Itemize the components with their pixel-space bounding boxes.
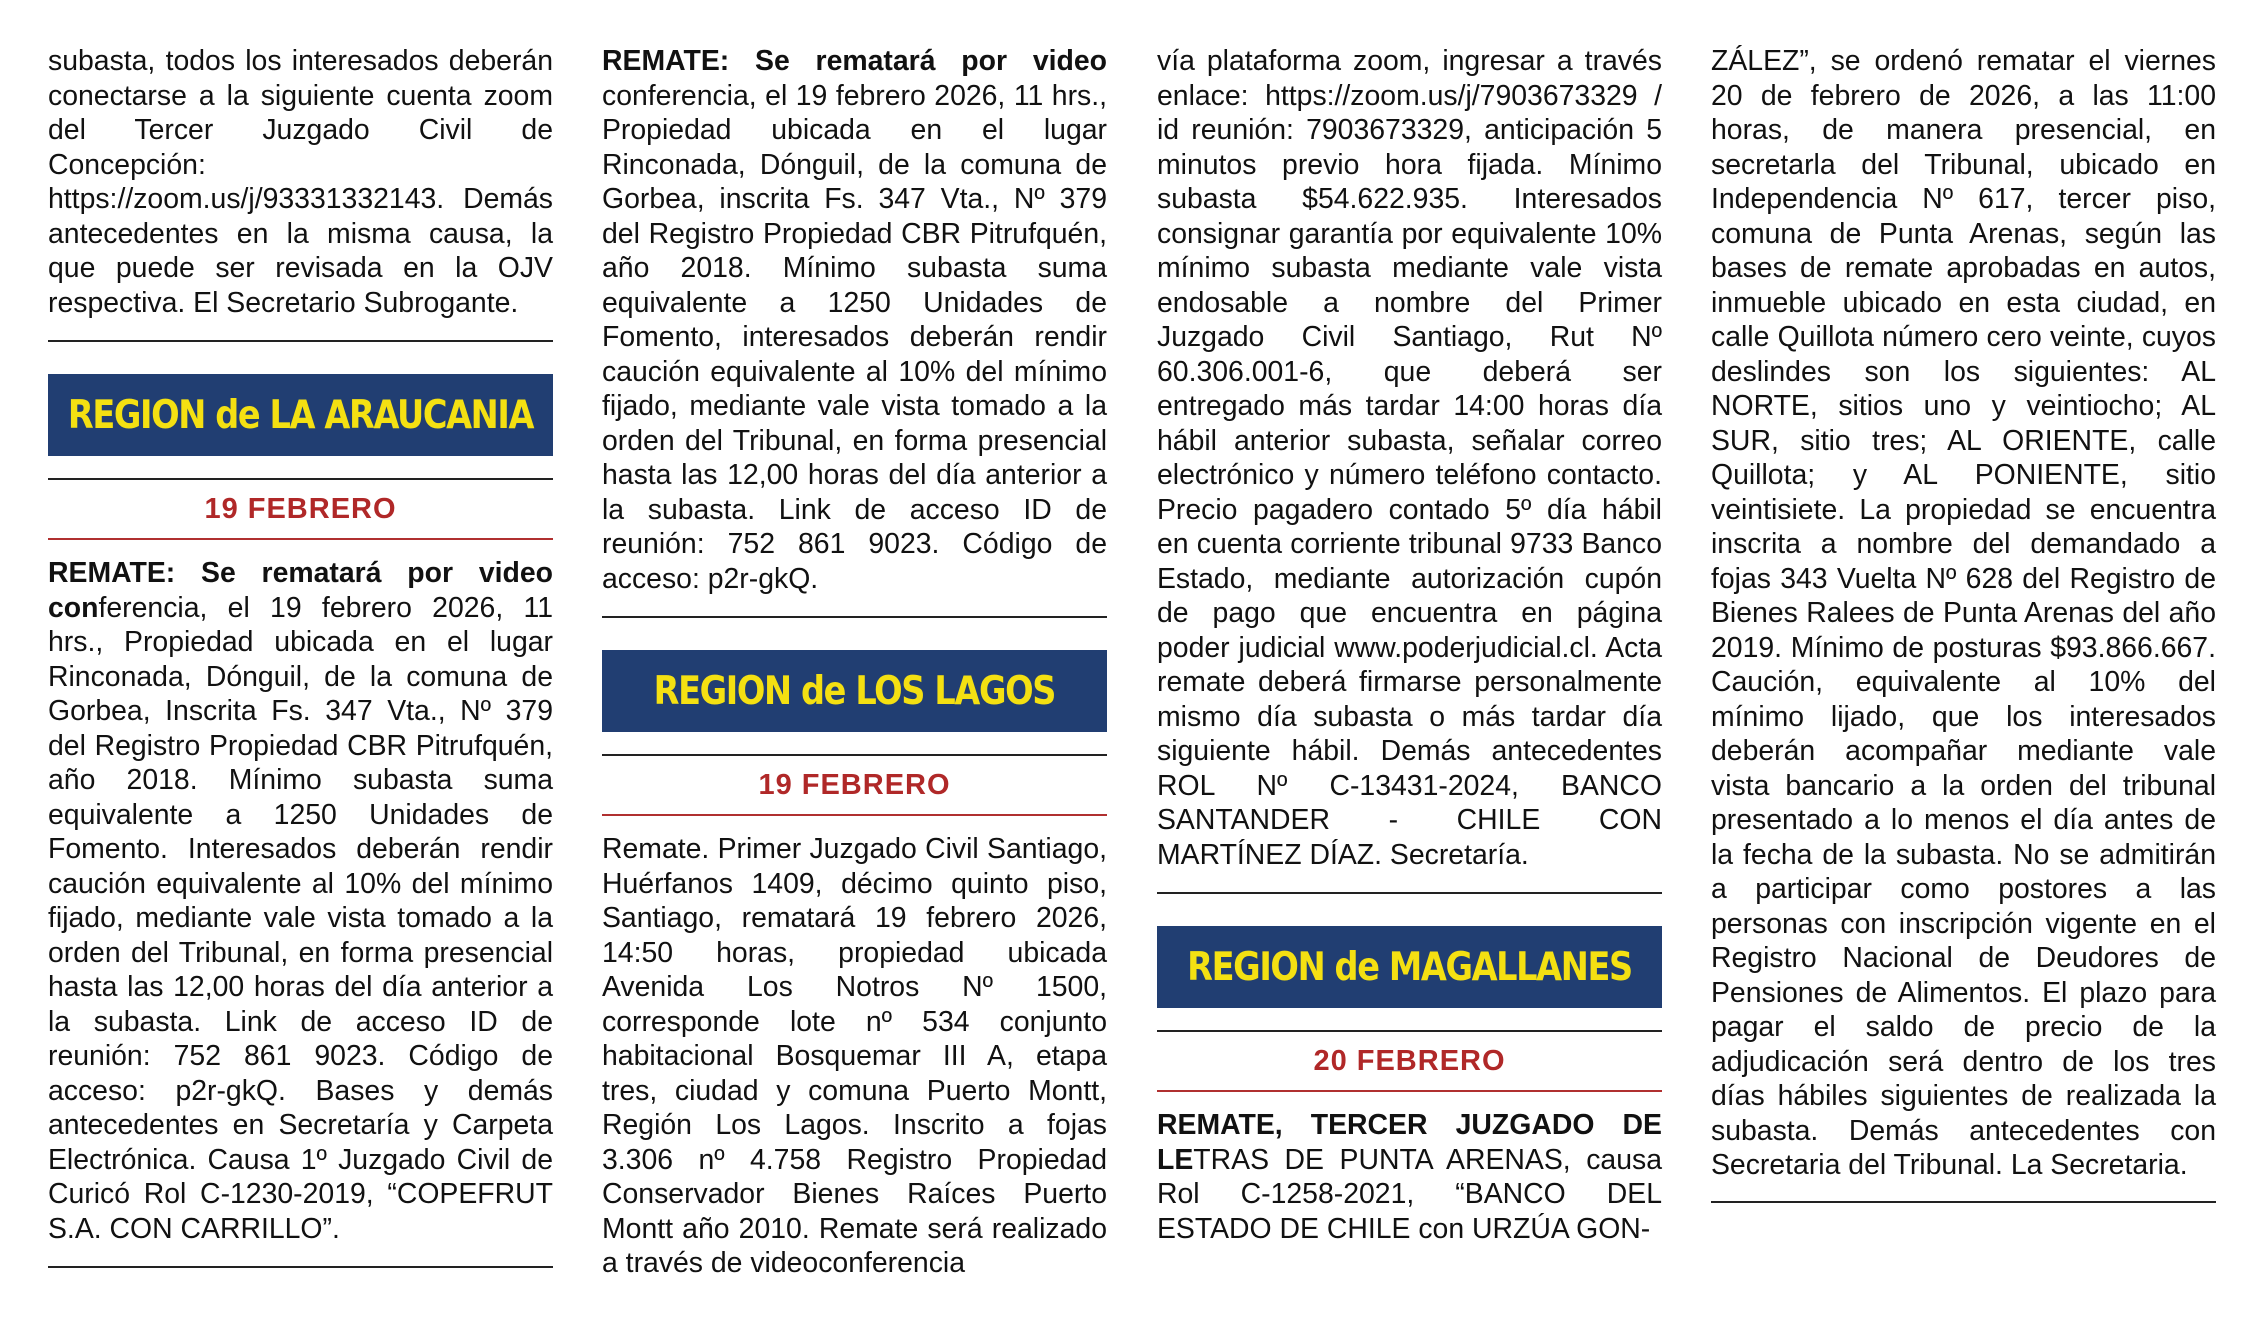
divider [48,1266,553,1268]
notice-text: vía plataforma zoom, ingresar a través enlace: https://zoom.us/j/7903673329 / id reunión: 7903673329, anticipación 5 minutos previo hora fijada. Mínimo subasta $54.622.935. Interesados consignar garantía por equivalente 10% mínimo subasta mediante vale vista endosable a nombre del Primer Juzgado Civil Santiago, Rut Nº 60.306.001-6, que deberá ser entregado más tardar 14:00 horas día hábil anterior subasta, señalar correo electrónico y número teléfono contacto. Precio pagadero contado 5º día hábil en cuenta corriente tribunal 9733 Banco Estado, mediante autorización cupón de pago que encuentra en página poder judicial www.poderjudicial.cl. Acta remate deberá firmarse personalmente mismo día subasta o más tardar día siguiente hábil. Demás antecedentes ROL Nº C-13431-2024, BANCO SANTANDER - CHILE CON MARTÍNEZ DÍAZ. Secretaría. [1157,45,1662,871]
notice-text: subasta, todos los interesados deberán conectarse a la siguiente cuenta zoom del Tercer Juzgado Civil de Concepción: https://zoom.us/j/93331332143. Demás antecedentes en la misma causa, la que puede ser revisada en la OJV respectiva. El Secretario Subrogante. [48,45,553,319]
divider-red [1157,1090,1662,1092]
divider-red [602,814,1107,816]
notice-lead: REMATE: Se rematará por video con [48,557,553,624]
notice-lead: REMATE, TERCER JUZGADO DE LE [1157,1109,1662,1176]
divider-red [48,538,553,540]
notice-body: conferencia, el 19 febrero 2026, 11 hrs., Propiedad ubicada en el lugar Rinconada, Dónguil, de la comuna de Gorbea, inscrita Fs. 347 Vta., Nº 379 del Registro Propiedad CBR Pitrufquén, año 2018. Mínimo subasta suma equivalente a 1250 Unidades de Fomento, interesados deberán rendir caución equivalente al 10% del mínimo fijado, mediante vale vista tomado a la orden del Tribunal, en forma presencial hasta las 12,00 horas del día anterior a la subasta. Link de acceso ID de reunión: 752 861 9023. Código de acceso: p2r-gkQ. [602,79,1107,595]
divider [48,340,553,342]
region-title: REGION de MAGALLANES [1187,944,1632,990]
column-1 [48,44,553,1268]
notice-lead: REMATE: Se rematará por video [602,45,1107,77]
notice-text [1157,1108,1662,1246]
notice-body: ferencia, el 19 febrero 2026, 11 hrs., Propiedad ubicada en el lugar Rinconada, Dónguil, de la comuna de Gorbea, Inscrita Fs. 347 Vta., Nº 379 del Registro Propiedad CBR Pitrufquén, año 2018. Mínimo subasta suma equivalente a 1250 Unidades de Fomento. Interesados deberán rendir caución equivalente al 10% del mínimo fijado, mediante vale vista tomado a la orden del Tribunal, en forma presencial hasta las 12,00 horas del día anterior a la subasta. Link de acceso ID de reunión: 752 861 9023. Código de acceso: p2r-gkQ. Bases y demás antecedentes en Secretaría y Carpeta Electrónica. Causa 1º Juzgado Civil de Curicó Rol C-1230-2019, “COPEFRUT S.A. CON CARRILLO”. [48,591,553,1245]
divider [602,616,1107,618]
region-banner [1157,926,1662,1008]
column-4 [1711,44,2216,1203]
notice-text [48,556,553,1246]
region-title: REGION de LA ARAUCANIA [67,392,534,438]
notice-text: ZÁLEZ”, se ordenó rematar el viernes 20 de febrero de 2026, a las 11:00 horas, de manera presencial, en secretarla del Tribunal, ubicado en Independencia Nº 617, tercer piso, comuna de Punta Arenas, según las bases de remate aprobadas en autos, inmueble ubicado en esta ciudad, en calle Quillota número cero veinte, cuyos deslindes son los siguientes: AL NORTE, sitios uno y veintiocho; AL SUR, sitio tres; AL ORIENTE, calle Quillota; y AL PONIENTE, sitio veintisiete. La propiedad se encuentra inscrita a nombre del demandado a fojas 343 Vuelta Nº 628 del Registro de Bienes Ralees de Punta Arenas del año 2019. Mínimo de posturas $93.866.667. Caución, equivalente al 10% del mínimo lijado, que los interesados deberán acompañar mediante vale vista bancario a la orden del tribunal presentado a lo menos el día antes de la fecha de la subasta. No se admitirán a participar como postores a las personas con inscripción vigente en el Registro Nacional de Deudores de Pensiones de Alimentos. El plazo para pagar el saldo de precio de la adjudicación será dentro de los tres días hábiles siguientes de realizada la subasta. Demás antecedentes con Secretaria del Tribunal. La Secretaria. [1711,45,2216,1181]
notice-body: TRAS DE PUNTA ARENAS, causa Rol C-1258-2021, “BANCO DEL ESTADO DE CHILE con URZÚA GON- [1157,1143,1662,1245]
auction-date: 19 FEBRERO [204,493,397,525]
region-banner [602,650,1107,732]
notice-text: Remate. Primer Juzgado Civil Santiago, Huérfanos 1409, décimo quinto piso, Santiago, rematará 19 febrero 2026, 14:50 horas, propiedad ubicada Avenida Los Notros Nº 1500, corresponde lote nº 534 conjunto habitacional Bosquemar III A, etapa tres, ciudad y comuna Puerto Montt, Región Los Lagos. Inscrito a fojas 3.306 nº 4.758 Registro Propiedad Conservador Bienes Raíces Puerto Montt año 2010. Remate será realizado a través de videoconferencia [602,833,1107,1279]
auction-date: 19 FEBRERO [758,769,951,801]
region-banner [48,374,553,456]
notice-text [602,44,1107,596]
divider [1711,1201,2216,1203]
column-3 [1157,44,1662,1246]
column-2 [602,44,1107,1281]
region-title: REGION de LOS LAGOS [653,668,1056,714]
auction-date: 20 FEBRERO [1313,1045,1506,1077]
divider [1157,892,1662,894]
